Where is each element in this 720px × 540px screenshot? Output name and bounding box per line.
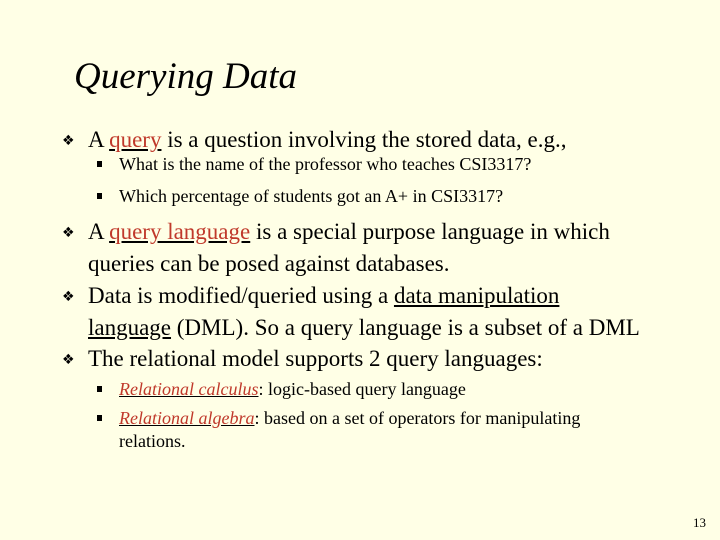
square-bullet-icon <box>97 415 102 421</box>
diamond-bullet-icon: ❖ <box>62 133 75 149</box>
diamond-bullet-icon: ❖ <box>62 289 75 305</box>
bullet-text: The relational model supports 2 query languages: <box>88 346 543 371</box>
sub-bullet-text: Which percentage of students got an A+ in CSI3317? <box>119 186 504 206</box>
bullet-continuation <box>88 312 640 344</box>
bullet-continuation <box>88 248 449 280</box>
bullet-text-suffix: is a special purpose language in which <box>250 219 610 244</box>
bullet-text-prefix: A <box>88 127 110 152</box>
term-language: language <box>88 314 172 340</box>
bullet-item <box>62 280 560 312</box>
bullet-item <box>62 216 610 248</box>
square-bullet-icon <box>97 161 102 167</box>
diamond-bullet-icon: ❖ <box>62 225 75 241</box>
sub-bullet-item <box>119 152 531 176</box>
sub-bullet-item <box>119 406 580 430</box>
square-bullet-icon <box>97 193 102 199</box>
slide-title: Querying Data <box>74 56 297 97</box>
term-relational-algebra: Relational algebra <box>119 408 255 428</box>
diamond-bullet-icon: ❖ <box>62 352 75 368</box>
term-query-language: query language <box>109 219 251 244</box>
page-number: 13 <box>693 515 706 530</box>
sub-bullet-item <box>119 377 466 401</box>
term-query: query <box>109 127 162 152</box>
term-data-manipulation: data manipulation <box>393 283 560 308</box>
bullet-text: queries can be posed against databases. <box>88 250 450 276</box>
bullet-item <box>62 343 543 375</box>
bullet-text-suffix: is a question involving the stored data, e.g., <box>161 127 567 152</box>
bullet-text-suffix: (DML). So a query language is a subset of a DML <box>171 314 640 340</box>
square-bullet-icon <box>97 386 102 392</box>
sub-bullet-item <box>119 184 503 208</box>
sub-bullet-text: relations. <box>119 431 186 451</box>
sub-bullet-text: : logic-based query language <box>258 379 466 399</box>
bullet-item <box>62 124 567 156</box>
sub-bullet-continuation <box>119 429 185 453</box>
bullet-text-prefix: Data is modified/queried using a <box>88 283 394 308</box>
sub-bullet-text: What is the name of the professor who teaches CSI3317? <box>119 154 532 174</box>
term-relational-calculus: Relational calculus <box>119 379 259 399</box>
sub-bullet-text: : based on a set of operators for manipulating <box>254 408 581 428</box>
bullet-text-prefix: A <box>88 219 110 244</box>
